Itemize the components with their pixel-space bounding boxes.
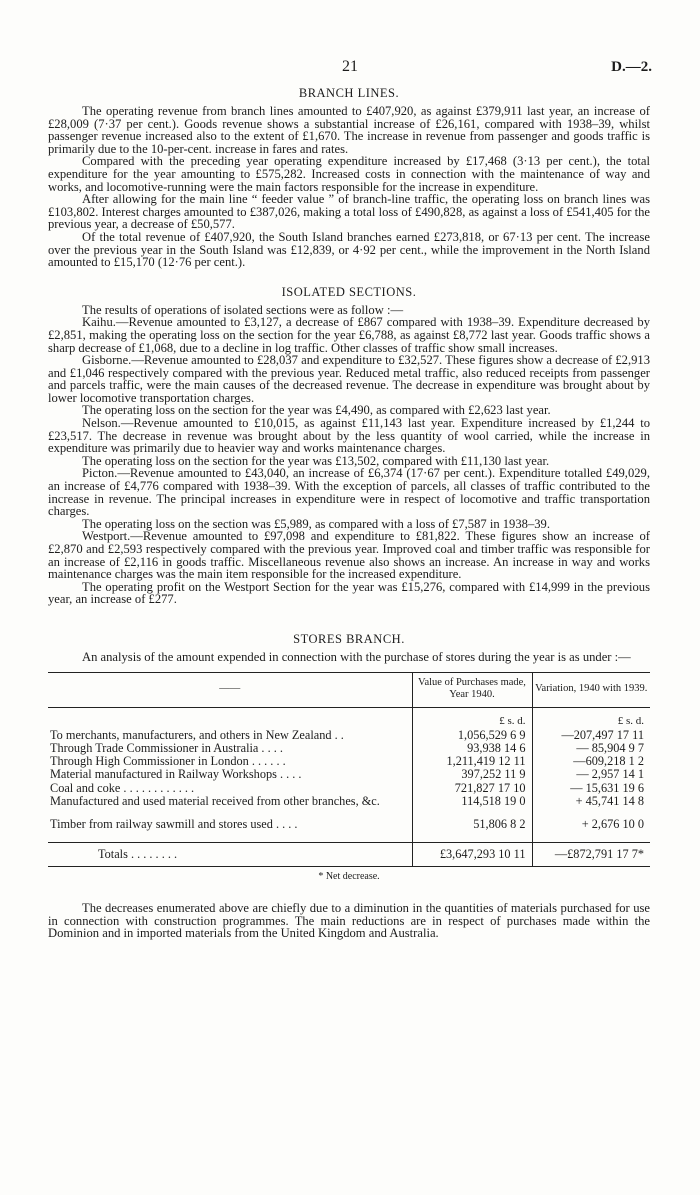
paragraph: An analysis of the amount expended in connection with the purchase of stores during the year is as under :—: [82, 649, 631, 664]
row-label: Through Trade Commissioner in Australia . . . .: [50, 740, 283, 755]
table-row: [48, 782, 650, 795]
units-label: £ s. d.: [617, 714, 644, 727]
paragraph: The results of operations of isolated sections were as follow :—: [82, 302, 404, 317]
row-variation: + 45,741 14 8: [575, 794, 644, 809]
row-variation: — 2,957 14 1: [576, 767, 644, 782]
totals-row: [48, 842, 650, 866]
row-value: 93,938 14 6: [412, 742, 532, 755]
table-row: [48, 818, 650, 831]
stores-branch-section: [48, 632, 650, 940]
paragraph: The operating loss on the section for the year was £4,490, as compared with £2,623 last year.: [82, 403, 551, 418]
paragraph: Of the total revenue of £407,920, the South Island branches earned £273,818, or 67·13 per cent. The increase over the previous year in the South Island was £12,839, or 4·92 per cent., while the improvement in the North Island amounted to £15,170 (12·76 per cent.).: [48, 229, 650, 270]
table-row: [48, 768, 650, 781]
section-title: BRANCH LINES.: [298, 86, 400, 100]
row-value: 51,806 8 2: [412, 818, 532, 831]
page-number: 21: [342, 58, 358, 75]
table-row: [48, 742, 650, 755]
row-label: Manufactured and used material received from other branches, &c.: [50, 794, 380, 809]
row-value: 397,252 11 9: [412, 768, 532, 781]
row-label: Material manufactured in Railway Workshops . . . .: [50, 767, 302, 782]
section-title: STORES BRANCH.: [293, 631, 405, 646]
paragraph: The decreases enumerated above are chiefly due to a diminution in the quantities of materials purchased for use in connection with construction programmes. The main reductions are in respect of purchases made within the Dominion and in imported materials from the United Kingdom and Australia.: [48, 900, 650, 941]
units-label: £ s. d.: [412, 707, 532, 729]
row-label: Through High Commissioner in London . . . . . .: [50, 754, 286, 769]
paragraph: The operating loss on the section was £5,989, as compared with a loss of £7,587 in 1938–39.: [82, 516, 550, 531]
row-variation: — 15,631 19 6: [570, 780, 644, 795]
row-value: 721,827 17 10: [412, 782, 532, 795]
table-header-row: [48, 672, 650, 707]
paragraph: Kaihu.—Revenue amounted to £3,127, a decrease of £867 compared with 1938–39. Expenditure decreased by £2,851, making the operating loss on the section for the year £6,788, as against £8,772 last year. Goods traffic shows a sharp decrease of £1,068, due to a decline in log traffic. Other classes of traffic show small increases.: [48, 315, 650, 355]
row-label: Timber from railway sawmill and stores used . . . .: [50, 817, 298, 832]
table-row: [48, 729, 650, 742]
isolated-sections-section: [48, 285, 650, 606]
paragraph: Nelson.—Revenue amounted to £10,015, as against £11,143 last year. Expenditure increased by £1,244 to £23,517. The decrease in revenue was brought about by the less quantity of wool carried, while the increase in expenditure was primarily due to heavier way and works maintenance charges.: [48, 416, 650, 456]
paragraph: Compared with the preceding year operating expenditure increased by £17,468 (3·13 per cent.), the total expenditure for the year amounting to £575,282. Increased costs in connection with the maintenance of way and works, and locomotive-running were the main factors responsible for the increase in expenditure.: [48, 154, 650, 194]
column-header-item: ——: [48, 672, 412, 707]
section-title: ISOLATED SECTIONS.: [281, 284, 417, 299]
paragraph: The operating loss on the section for the year was £13,502, compared with £11,130 last year.: [82, 453, 550, 468]
totals-label: Totals . . . . . . . .: [48, 842, 412, 866]
table-footnote: * Net decrease.: [318, 870, 380, 882]
units-row: [48, 707, 650, 729]
row-variation: — 85,904 9 7: [576, 740, 644, 755]
stores-purchases-table: [48, 672, 650, 867]
row-variation: + 2,676 10 0: [581, 817, 644, 832]
table-row: [48, 795, 650, 808]
paragraph: After allowing for the main line “ feeder value ” of branch-line traffic, the operating loss on branch lines was £103,802. Interest charges amounted to £387,026, making a total loss of £490,828, as against a loss of £541,405 for the previous year, a decrease of £50,577.: [48, 192, 650, 232]
paragraph: Westport.—Revenue amounted to £97,098 and expenditure to £81,822. These figures show an increase of £2,870 and £2,593 respectively compared with the previous year. Improved coal and timber traffic was responsible for an increase of £2,116 in goods traffic. Miscellaneous revenue also shows an increase. An increase in way and works maintenance charges was the main item responsible for the increased expenditure.: [48, 529, 650, 582]
paragraph: The operating revenue from branch lines amounted to £407,920, as against £379,911 last year, an increase of £28,009 (7·37 per cent.). Goods revenue shows a substantial increase of £26,161, compared with 1938–39, whilst passenger revenue increased also to the extent of £1,670. The increase in revenue from passenger and goods traffic is primarily due to the 10-per-cent. increase in fares and rates.: [48, 104, 650, 156]
totals-variation: —£872,791 17 7*: [532, 842, 650, 866]
row-value: 1,211,419 12 11: [412, 755, 532, 768]
row-variation: —207,497 17 11: [561, 727, 644, 742]
row-label: Coal and coke . . . . . . . . . . . .: [50, 780, 195, 795]
row-value: 1,056,529 6 9: [412, 729, 532, 742]
totals-value: £3,647,293 10 11: [412, 842, 532, 866]
column-header-variation: Variation, 1940 with 1939.: [532, 672, 650, 707]
document-code: D.—2.: [611, 59, 652, 75]
paragraph: The operating profit on the Westport Section for the year was £15,276, compared with £14,999 in the previous year, an increase of £277.: [48, 579, 650, 607]
branch-lines-section: [48, 86, 650, 269]
row-value: 114,518 19 0: [412, 795, 532, 808]
paragraph: Picton.—Revenue amounted to £43,040, an increase of £6,374 (17·67 per cent.). Expenditure totalled £49,029, an increase of £4,776 compared with 1938–39. With the exception of parcels, all classes of traffic contributed to the increase in revenue. The principal increases in expenditure were in respect of locomotive and traffic transportation charges.: [48, 466, 650, 519]
row-variation: —609,218 1 2: [573, 754, 644, 769]
paragraph: Gisborne.—Revenue amounted to £28,037 and expenditure to £32,527. These figures show a decrease of £2,913 and £1,046 respectively compared with the previous year. Reduced metal traffic, also reduced receipts from passenger and parcels traffic, were the main causes of the decreased revenue. The decrease in expenditure was brought about by lower locomotive transportation charges.: [48, 353, 650, 405]
table-row: [48, 755, 650, 768]
row-label: To merchants, manufacturers, and others in New Zealand . .: [50, 727, 344, 742]
column-header-value: Value of Purchases made, Year 1940.: [412, 672, 532, 707]
